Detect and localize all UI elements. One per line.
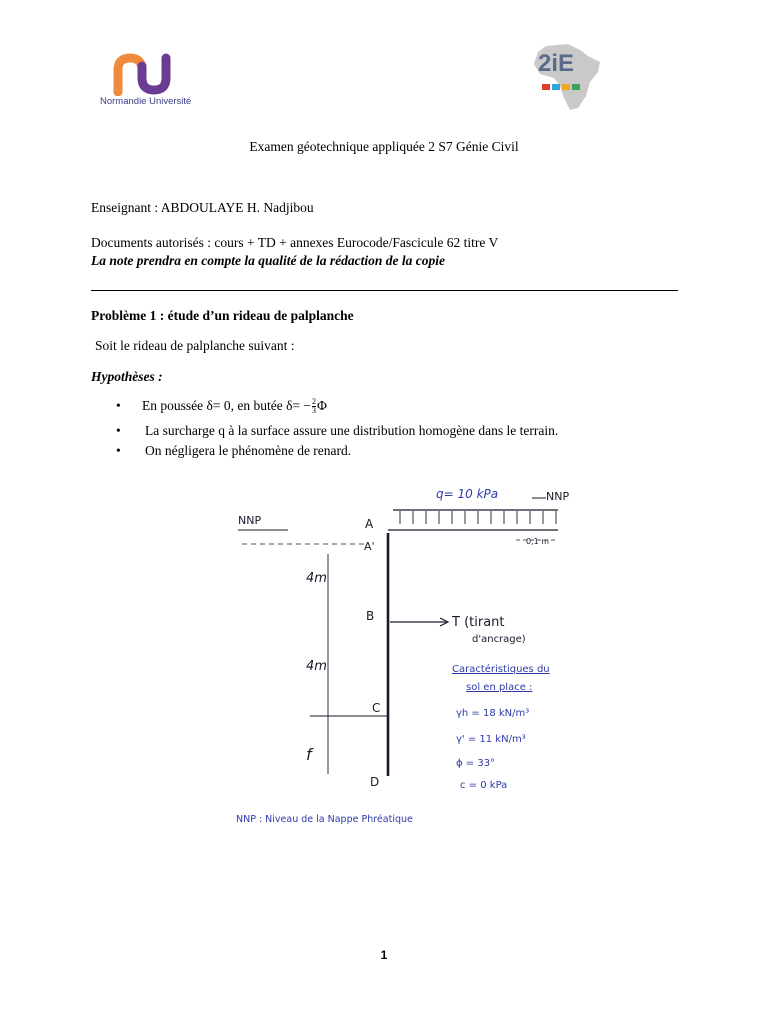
- soil-title-1: Caractéristiques du: [452, 664, 550, 675]
- point-c-label: C: [372, 701, 381, 715]
- tirant-label-1: T (tirant: [452, 615, 505, 630]
- point-b-label: B: [366, 609, 375, 623]
- nnp-legend: NNP : Niveau de la Nappe Phréatique: [236, 814, 413, 825]
- gamma-h-value: γh = 18 kN/m³: [456, 708, 530, 719]
- normandie-logo-mark: [98, 52, 178, 96]
- problem-title: Problème 1 : étude d’un rideau de palplanche: [91, 308, 354, 323]
- teacher-line: Enseignant : ABDOULAYE H. Nadjibou: [91, 200, 314, 215]
- hypotheses-title: Hypothèses :: [91, 369, 163, 384]
- bullet2-text: La surcharge q à la surface assure une distribution homogène dans le terrain.: [145, 423, 559, 438]
- 2ie-text: 2iE: [538, 50, 575, 77]
- university-name: Normandie Université: [100, 96, 192, 107]
- phi-symbol: Φ: [317, 398, 327, 413]
- dimension-2: 4m: [306, 659, 327, 674]
- bullet-dot: •: [116, 443, 121, 458]
- horizontal-rule: [91, 290, 678, 291]
- depth-small-label: 0,1 m: [526, 537, 550, 546]
- surcharge-label: q= 10 kPa: [436, 487, 499, 501]
- bullet-dot: •: [116, 423, 121, 438]
- nnp-right-label: NNP: [546, 490, 570, 503]
- gamma-prime-value: γ' = 11 kN/m³: [456, 734, 526, 745]
- documents-line: Documents autorisés : cours + TD + annexes Eurocode/Fascicule 62 titre V: [91, 235, 499, 250]
- tirant-label-2: d'ancrage): [472, 634, 526, 645]
- cohesion-value: c = 0 kPa: [460, 780, 508, 791]
- fraction-denominator: 3: [312, 406, 317, 416]
- surcharge-arrows: [400, 511, 556, 524]
- fraction-numerator: 2: [312, 397, 317, 407]
- bullet-item-1: [116, 397, 327, 416]
- soil-title-2: sol en place :: [466, 682, 533, 693]
- bullet-item-2: [116, 423, 559, 439]
- dimension-f: f: [306, 745, 312, 764]
- 2ie-logo: [528, 42, 608, 114]
- page-number: 1: [380, 948, 388, 962]
- sheet-pile-diagram: [228, 478, 588, 838]
- fraction: [312, 398, 316, 415]
- bullet-dot: •: [116, 398, 121, 413]
- sheet-pile-sketch: [228, 478, 588, 838]
- grading-note: La note prendra en compte la qualité de la rédaction de la copie: [91, 253, 445, 268]
- point-a-prime-label: A': [364, 540, 375, 553]
- point-d-label: D: [370, 775, 380, 789]
- exam-title: Examen géotechnique appliquée 2 S7 Génie Civil: [249, 139, 519, 154]
- bullet3-text: On négligera le phénomène de renard.: [145, 443, 352, 458]
- bullet1-text: En poussée δ= 0, en butée δ= −: [142, 398, 312, 413]
- bullet-item-3: [116, 443, 352, 459]
- normandie-universite-logo: [98, 52, 202, 114]
- nnp-left-label: NNP: [238, 514, 262, 527]
- point-a-label: A: [365, 517, 374, 531]
- phi-value: ϕ = 33°: [456, 758, 496, 769]
- problem-intro: Soit le rideau de palplanche suivant :: [95, 338, 295, 353]
- dimension-1: 4m: [306, 571, 327, 586]
